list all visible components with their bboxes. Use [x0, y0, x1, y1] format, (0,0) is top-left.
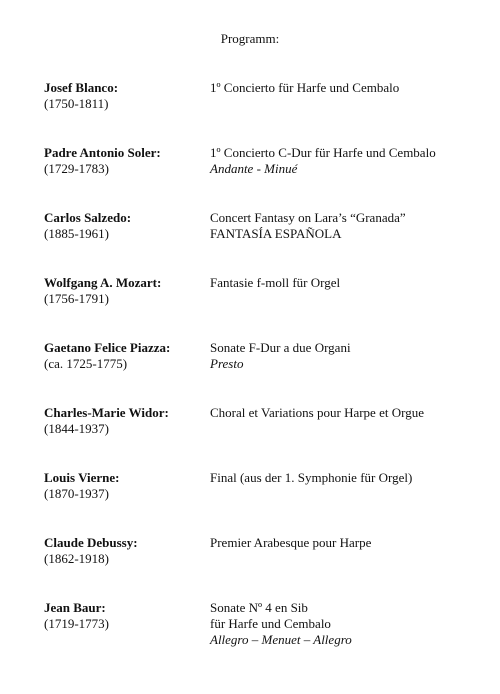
composer-name: Louis Vierne:	[44, 470, 120, 485]
work-title: Concert Fantasy on Lara’s “Granada”	[210, 210, 406, 225]
composer-name: Charles-Marie Widor:	[44, 405, 169, 420]
works	[210, 275, 474, 291]
works	[210, 405, 474, 421]
works	[210, 80, 474, 96]
movement-tempo: Andante - Minué	[210, 161, 298, 176]
composer-dates: (1844-1937)	[44, 421, 109, 436]
composer-name: Jean Baur:	[44, 600, 106, 615]
works	[210, 535, 474, 551]
work-title: für Harfe und Cembalo	[210, 616, 331, 631]
work-title: Sonate Nº 4 en Sib	[210, 600, 308, 615]
work-title: Fantasie f-moll für Orgel	[210, 275, 341, 290]
work-title: Premier Arabesque pour Harpe	[210, 535, 372, 550]
composer-name: Gaetano Felice Piazza:	[44, 340, 171, 355]
composer-name: Josef Blanco:	[44, 80, 119, 95]
composer	[44, 145, 210, 177]
composer	[44, 210, 210, 242]
movement-tempo: Allegro – Menuet – Allegro	[210, 632, 352, 647]
composer-name: Carlos Salzedo:	[44, 210, 132, 225]
movement-tempo: Presto	[210, 356, 244, 371]
composer-dates: (1719-1773)	[44, 616, 109, 631]
works	[210, 145, 474, 177]
composer	[44, 470, 210, 502]
composer-dates: (1756-1791)	[44, 291, 109, 306]
composer-dates: (ca. 1725-1775)	[44, 356, 128, 371]
works	[210, 340, 474, 372]
composer-dates: (1862-1918)	[44, 551, 109, 566]
composer	[44, 600, 210, 632]
composer	[44, 405, 210, 437]
work-title: Final (aus der 1. Symphonie für Orgel)	[210, 470, 413, 485]
composer-dates: (1750-1811)	[44, 96, 109, 111]
work-title: FANTASÍA ESPAÑOLA	[210, 226, 342, 241]
composer-dates: (1870-1937)	[44, 486, 109, 501]
composer	[44, 275, 210, 307]
works	[210, 470, 474, 486]
page-title: Programm:	[220, 31, 280, 46]
composer	[44, 340, 210, 372]
composer	[44, 80, 210, 112]
works	[210, 600, 474, 648]
works	[210, 210, 474, 242]
composer	[44, 535, 210, 567]
composer-dates: (1729-1783)	[44, 161, 109, 176]
composer-name: Claude Debussy:	[44, 535, 138, 550]
composer-dates: (1885-1961)	[44, 226, 109, 241]
composer-name: Padre Antonio Soler:	[44, 145, 161, 160]
composer-name: Wolfgang A. Mozart:	[44, 275, 162, 290]
work-title: Choral et Variations pour Harpe et Orgue	[210, 405, 424, 420]
work-title: 1º Concierto C-Dur für Harfe und Cembalo	[210, 145, 436, 160]
work-title: 1º Concierto für Harfe und Cembalo	[210, 80, 400, 95]
work-title: Sonate F-Dur a due Organi	[210, 340, 351, 355]
